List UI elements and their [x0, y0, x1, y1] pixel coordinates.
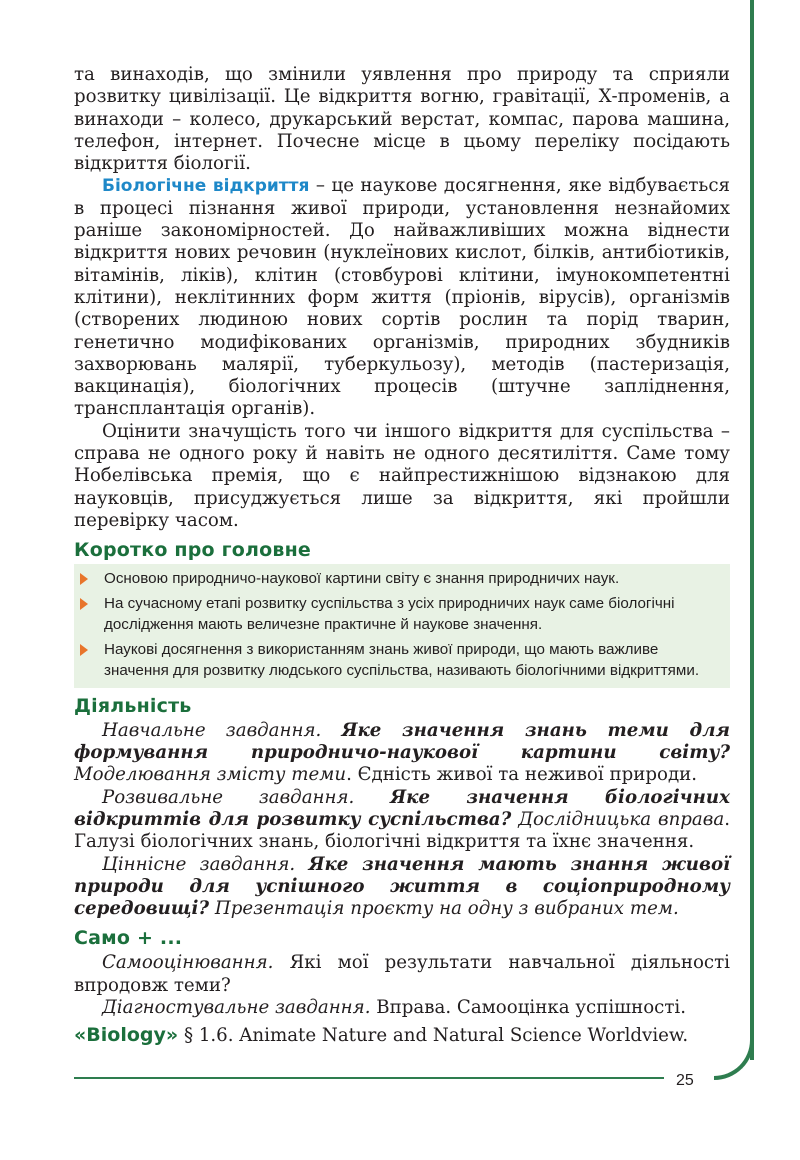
activity-task-learning: Навчальне завдання. Яке значення знань теми для формування природничо-наукової картини світу? Моделювання змісту теми. Єдність живої та неживої природи.	[74, 719, 730, 786]
paragraph-nobel: Оцінити значущість того чи іншого відкриття для суспільства – справа не одного року й навіть не одного десятиліття. Саме тому Нобелівська премія, що є найпрестижнішою відзнакою для науковців, присуджується лише за відкриття, які пройшли перевірку часом.	[74, 420, 730, 531]
summary-item-text: Наукові досягнення з використанням знань живої природи, що мають важливе значення для розвитку людського суспільства, називають біологічними відкриттями.	[104, 640, 700, 680]
definition-text: – це наукове досягнення, яке відбувається в процесі пізнання живої природи, установлення незнайомих раніше закономірностей. До найважливіших можна віднести відкриття нових речовин (нуклеїнових кислот, білків, антибіотиків, вітамінів, ліків), клітин (стовбурові клітини, імунокомпетентні клітини), неклітинних форм життя (пріонів, вірусів), організмів (створених людиною нових сортів рослин та порід тварин, генетично модифікованих організмів, природних збудників захворювань малярії, туберкульозу), методів (пастеризація, вакцинація), біологічних процесів (штучне запліднення, трансплантація органів).	[74, 175, 730, 420]
activity-heading: Діяльність	[74, 694, 192, 717]
page-content	[74, 64, 730, 1048]
bullet-arrow-icon	[80, 573, 88, 585]
page-number: 25	[676, 1072, 694, 1089]
term-biological-discovery: Біологічне відкриття	[102, 176, 310, 197]
summary-item	[104, 568, 720, 590]
diagnostic-task: Діагностувальне завдання. Вправа. Самооцінка успішності.	[102, 997, 686, 1018]
biology-reference	[74, 1023, 730, 1048]
summary-item	[104, 639, 720, 682]
activity-task-developmental: Розвивальне завдання. Яке значення біологічних відкриттів для розвитку суспільства? Дослідницька вправа. Галузі біологічних знань, біологічні відкриття та їхнє значення.	[74, 786, 730, 853]
paragraph-biological-discovery	[74, 175, 730, 420]
paragraph-inventions: та винаходів, що змінили уявлення про природу та сприяли розвитку цивілізації. Це відкриття вогню, гравітації, Х-променів, а винаходи – колесо, друкарський верстат, компас, парова машина, телефон, інтернет. Почесне місце в цьому переліку посідають відкриття біології.	[74, 64, 730, 175]
activity-section	[74, 720, 730, 921]
page-frame-bottom	[74, 1077, 664, 1079]
self-section	[74, 952, 730, 1019]
summary-item-text: На сучасному етапі розвитку суспільства з усіх природничих наук саме біологічні дослідження мають величезне практичне й наукове значення.	[104, 594, 675, 634]
activity-task-value: Ціннісне завдання. Яке значення мають знання живої природи для успішного життя в соціоприродному середовищі? Презентація проєкту на одну з вибраних тем.	[74, 853, 730, 920]
bullet-arrow-icon	[80, 644, 88, 656]
self-assessment: Самооцінювання. Які мої результати навчальної діяльності впродовж теми?	[74, 952, 730, 996]
summary-item-text: Основою природничо-наукової картини світу є знання природничих наук.	[104, 570, 620, 588]
self-heading: Само + ...	[74, 927, 183, 950]
page-frame-right	[750, 0, 754, 1060]
summary-item	[104, 593, 720, 636]
summary-box	[74, 564, 730, 688]
biology-label: «Biology»	[74, 1024, 179, 1047]
biology-reference-text: § 1.6. Animate Nature and Natural Science Worldview.	[178, 1025, 689, 1047]
bullet-arrow-icon	[80, 598, 88, 610]
summary-heading: Коротко про головне	[74, 539, 311, 562]
